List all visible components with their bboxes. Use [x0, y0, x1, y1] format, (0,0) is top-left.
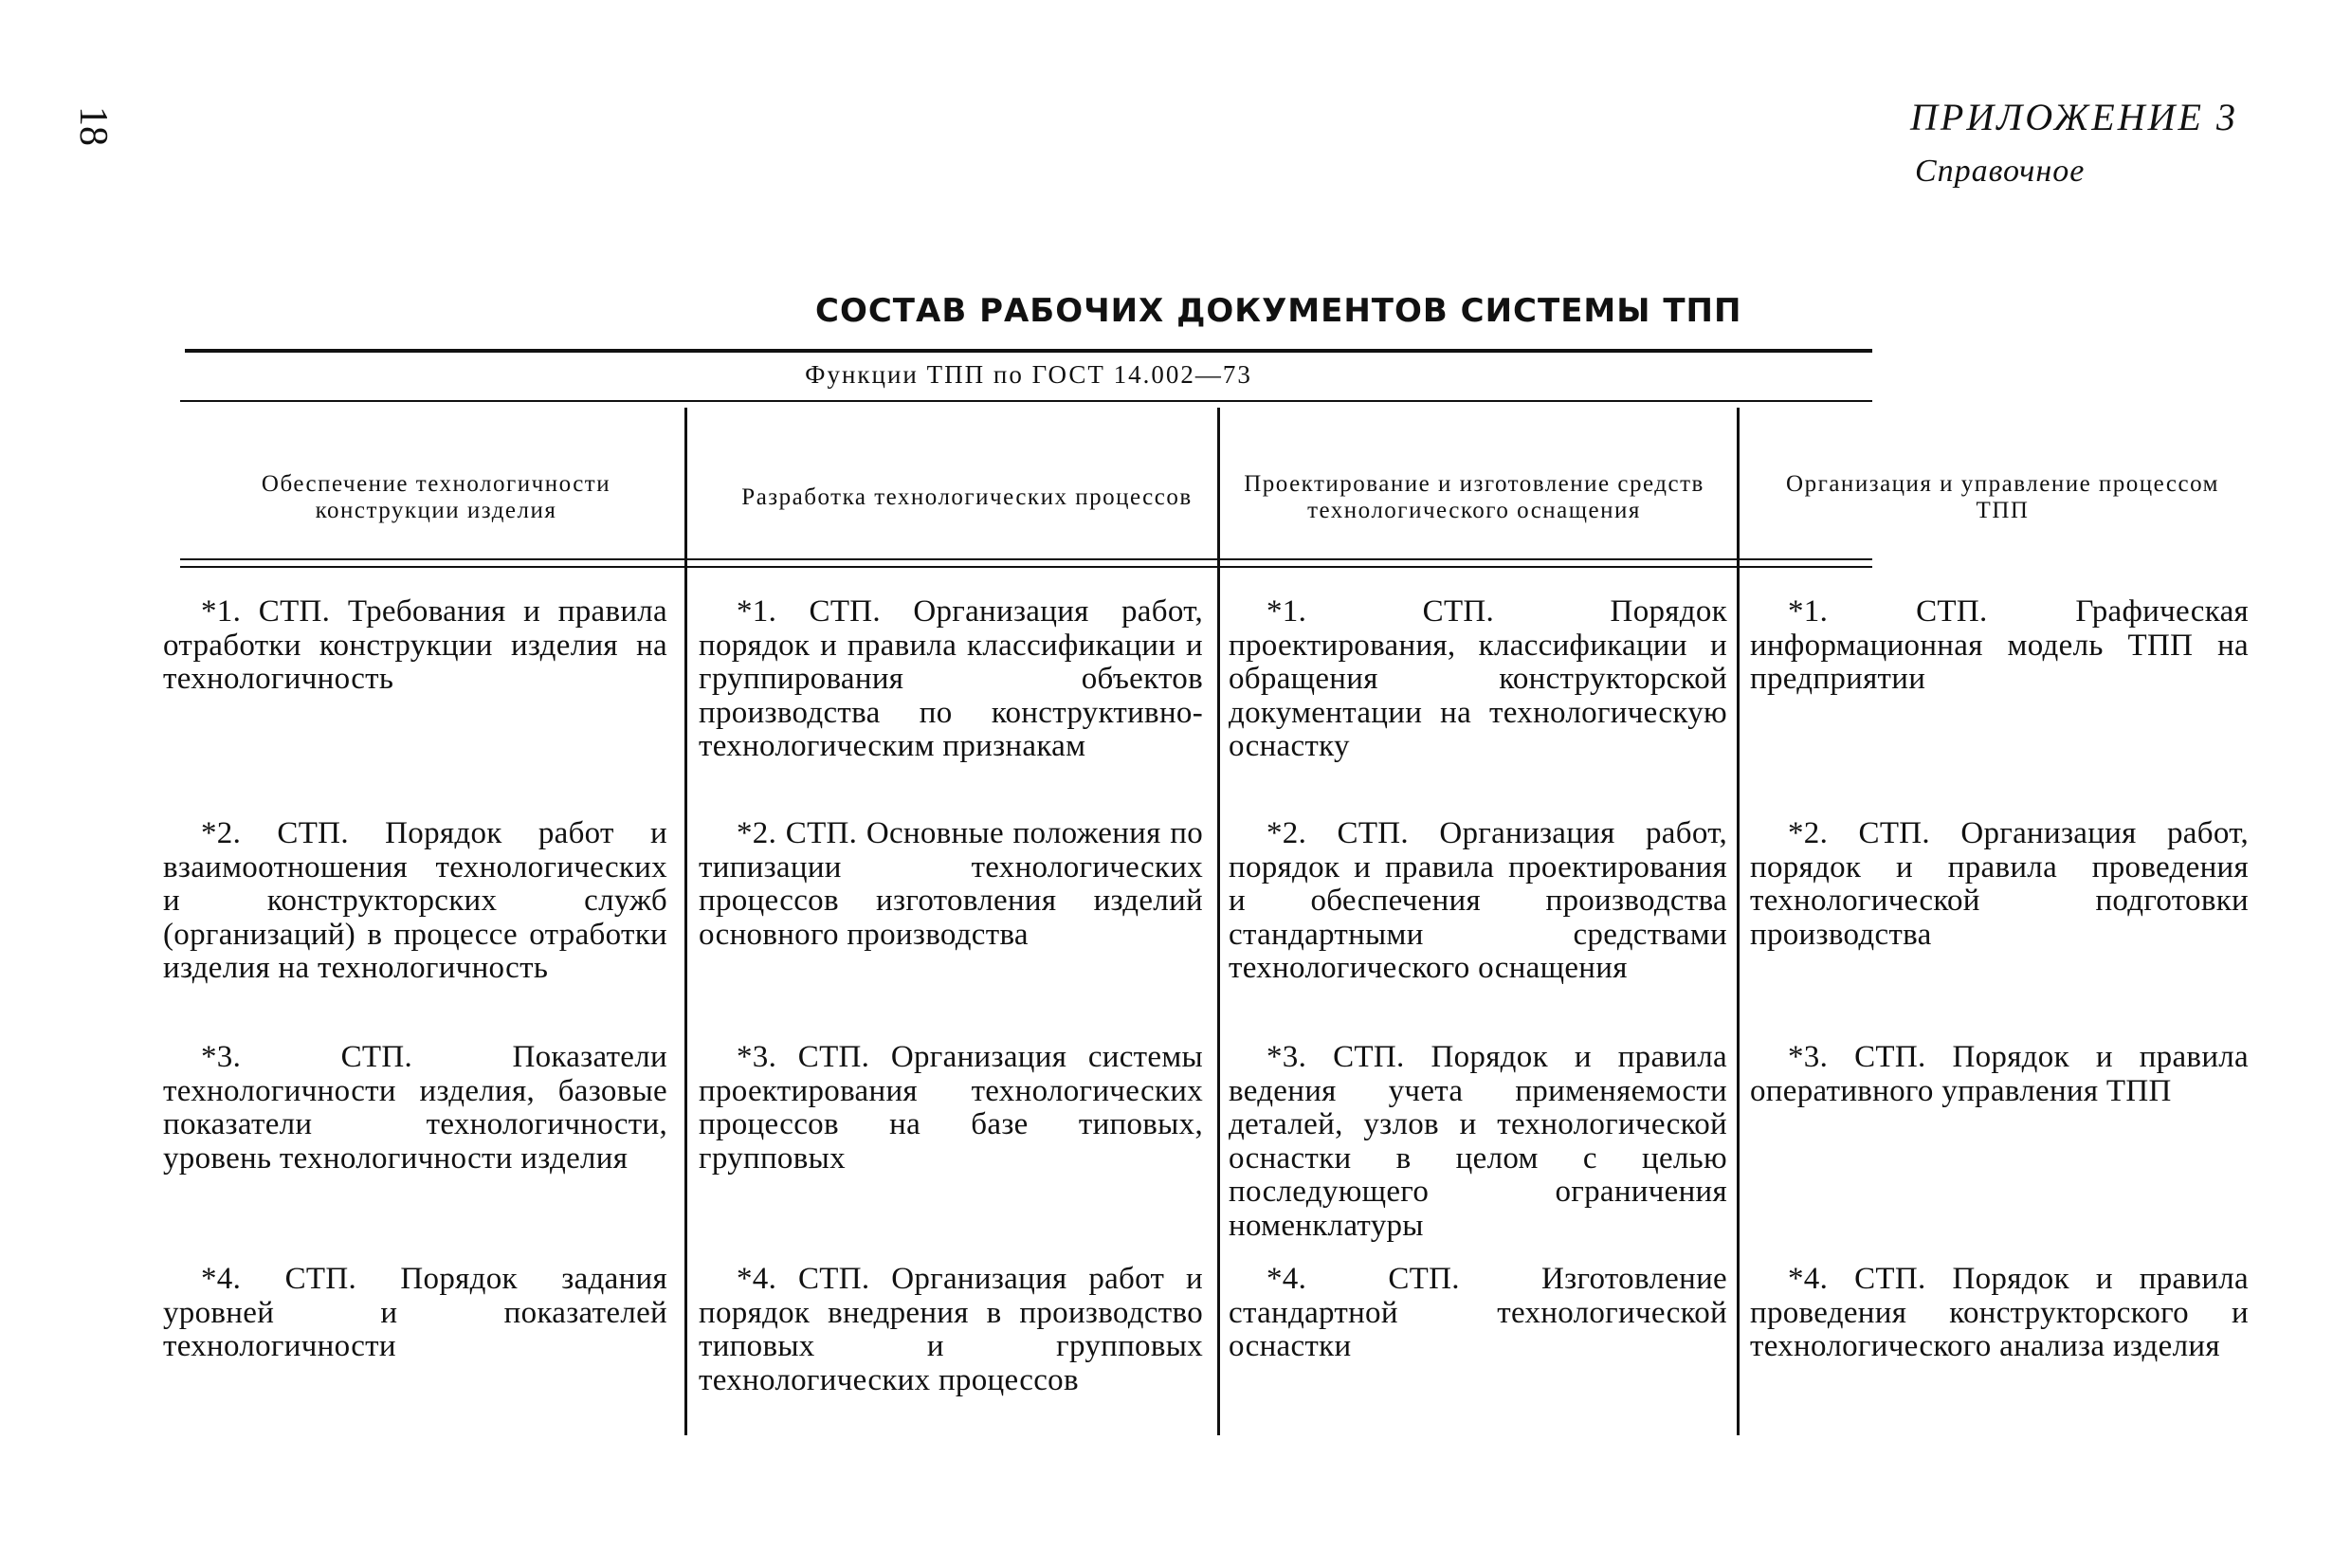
column-divider-1	[684, 408, 687, 1435]
table-cell: *3. СТП. Порядок и правила оперативного управления ТПП	[1750, 1040, 2249, 1108]
column-divider-2	[1217, 408, 1220, 1435]
table-cell: *1. СТП. Графическая информационная модель ТПП на предприятии	[1750, 594, 2249, 696]
appendix-subtitle: Справочное	[1915, 154, 2086, 189]
table-cell: *1. СТП. Организация работ, порядок и правила классификации и группирования объектов производства по конструктивно-технологическим признакам	[699, 594, 1203, 763]
column-header-tooling: Проектирование и изготовление средств технологического оснащения	[1244, 471, 1704, 523]
table-cell: *1. СТП. Требования и правила отработки конструкции изделия на технологичность	[163, 594, 667, 696]
table-cell: *3. СТП. Организация системы проектирования технологических процессов на базе типовых, групповых	[699, 1040, 1203, 1176]
header-rule-1	[180, 558, 1872, 560]
column-header-management: Организация и управление процессом ТПП	[1786, 471, 2219, 523]
table-cell: *1. СТП. Порядок проектирования, классификации и обращения конструкторской документации на технологическую оснастку	[1229, 594, 1727, 763]
header-rule-2	[180, 566, 1872, 568]
table-cell: *2. СТП. Порядок работ и взаимоотношения технологических и конструкторских служб (организаций) в процессе отработки изделия на технологичность	[163, 816, 667, 985]
column-divider-3	[1737, 408, 1740, 1435]
table-cell: *2. СТП. Организация работ, порядок и правила проведения технологической подготовки производства	[1750, 816, 2249, 952]
document-title: СОСТАВ РАБОЧИХ ДОКУМЕНТОВ СИСТЕМЫ ТПП	[815, 292, 1742, 330]
column-header-process-development: Разработка технологических процессов	[741, 484, 1193, 510]
table-cell: *4. СТП. Изготовление стандартной технологической оснастки	[1229, 1262, 1727, 1363]
table-cell: *4. СТП. Организация работ и порядок внедрения в производство типовых и групповых технологических процессов	[699, 1262, 1203, 1397]
table-cell: *4. СТП. Порядок задания уровней и показателей технологичности	[163, 1262, 667, 1363]
appendix-title: ПРИЛОЖЕНИЕ 3	[1910, 96, 2238, 138]
functions-caption: Функции ТПП по ГОСТ 14.002—73	[805, 360, 1252, 389]
page-number: 18	[71, 106, 115, 146]
table-cell: *2. СТП. Организация работ, порядок и правила проектирования и обеспечения производства стандартными средствами технологического оснащения	[1229, 816, 1727, 985]
table-cell: *4. СТП. Порядок и правила проведения конструкторского и технологического анализа изделия	[1750, 1262, 2249, 1363]
table-cell: *3. СТП. Показатели технологичности изделия, базовые показатели технологичности, уровень технологичности изделия	[163, 1040, 667, 1176]
table-top-rule	[185, 349, 1872, 353]
caption-rule	[180, 400, 1872, 402]
table-cell: *2. СТП. Основные положения по типизации технологических процессов изготовления изделий основного производства	[699, 816, 1203, 952]
column-header-design-manufacturability: Обеспечение технологичности конструкции изделия	[261, 471, 611, 523]
table-cell: *3. СТП. Порядок и правила ведения учета применяемости деталей, узлов и технологической оснастки в целом с целью последующего ограничения номенклатуры	[1229, 1040, 1727, 1243]
